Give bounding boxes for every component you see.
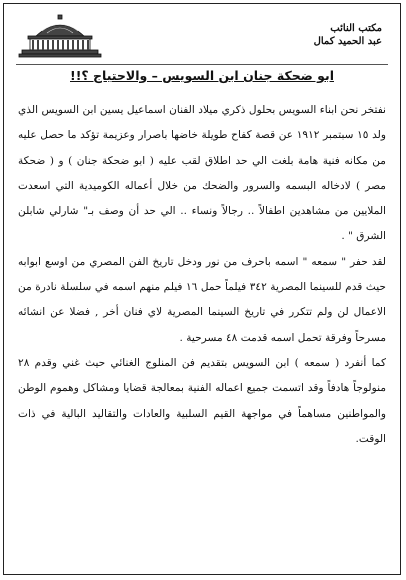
paragraph-3: كما أنفرد ( سمعه ) ابن السويس بتقديم فن المنلوج الغنائي حيث غني وقدم ٢٨ منولوجاً هادفاً وقد اتسمت جميع اعماله الفنية بمعالجة قضايا ومشاكل وهموم الوطن والمواطنين مساهماً في مواجهة القيم السلبية والعادات والتقاليد البالية في ذات الوقت. — [18, 356, 386, 445]
article-title-text: ابو ضحكة جنان ابن السويس – والاحتياج ؟!! — [70, 68, 334, 83]
document-page — [3, 3, 401, 575]
article-title — [4, 68, 400, 83]
office-header — [314, 22, 382, 48]
paragraph-1: نفتخر نحن ابناء السويس بحلول ذكري ميلاد الفنان اسماعيل يسين ابن السويس الذي ولد ١٥ سبتمبر ١٩١٢ عن قصة كفاح طويلة خاضها باصرار وعزيمة تؤكد ما حصل عليه من مكانه فنية هامة بلغت الي حد اطلاق لقب عليه ( ابو ضحكة جنان ) و ( ضحكة مصر ) لادخاله البسمه والسرور والضحك من خلال أعماله الكوميدية التي اسعدت الملايين من مشاهدين اطفالاً .. رجالاً ونساء .. الي حد أن وصف بـ" شارلي شابلن الشرق " . — [18, 104, 386, 243]
article-body — [18, 98, 386, 452]
paragraph-2: لقد حفر " سمعه " اسمه باحرف من نور ودخل تاريخ الفن المصري من اوسع ابوابه حيث قدم للسينما المصرية ٣٤٢ فيلماً حمل ١٦ فيلم منهم اسمه في سلسلة نادرة من الاعمال لن ولم تتكرر في تاريخ السينما المصرية لاي فنان أخر , فضلا عن انشائه مسرحاً وفرقة تحمل اسمه قدمت ٤٨ مسرحية . — [18, 255, 386, 344]
parliament-dome-logo-icon — [18, 14, 102, 58]
mp-name: عبد الحميد كمال — [313, 36, 382, 47]
header-divider — [16, 64, 388, 65]
office-title: مكتب النائب — [330, 23, 382, 34]
